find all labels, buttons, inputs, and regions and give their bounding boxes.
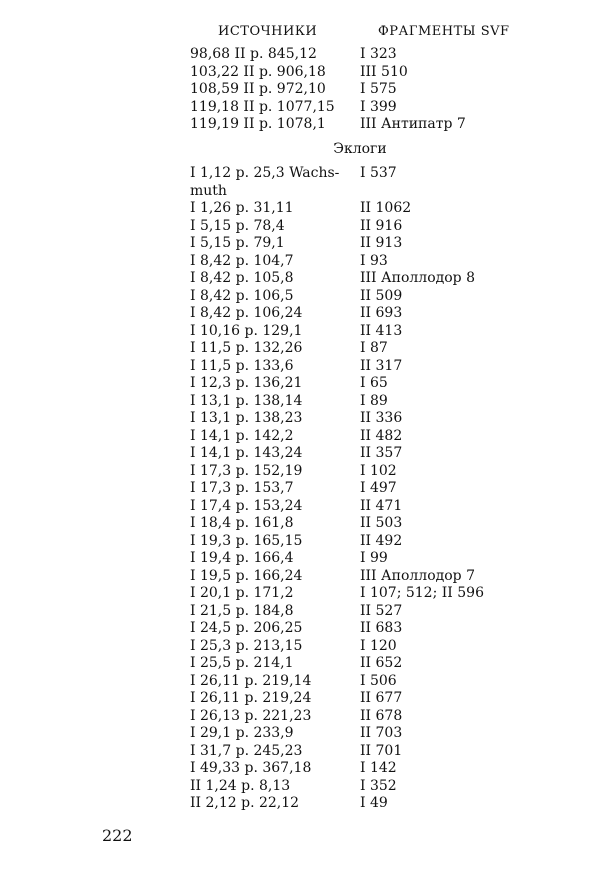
- table-row: [190, 480, 530, 498]
- source-reference: I 25,3 p. 213,15: [190, 637, 303, 654]
- table-row: [190, 725, 530, 743]
- fragment-reference: I 93: [360, 252, 388, 269]
- source-reference: I 10,16 p. 129,1: [190, 322, 303, 339]
- source-reference: I 20,1 p. 171,2: [190, 585, 294, 601]
- table-row: [190, 620, 530, 638]
- fragment-reference: II 492: [360, 532, 403, 549]
- source-reference: I 14,1 p. 143,24: [190, 445, 303, 461]
- source-reference: 98,68 II p. 845,12: [190, 46, 317, 62]
- column-header-sources: ИСТОЧНИКИ: [218, 24, 318, 39]
- table-row: [190, 795, 530, 813]
- source-reference: I 12,3 p. 136,21: [190, 375, 303, 391]
- fragment-reference: II 693: [360, 305, 403, 321]
- table-row: [190, 603, 530, 621]
- fragment-reference: III Аполлодор 8: [360, 270, 475, 286]
- fragment-reference: III 510: [360, 63, 408, 80]
- fragment-reference: II 701: [360, 742, 403, 759]
- source-reference: I 24,5 p. 206,25: [190, 620, 303, 636]
- source-reference: I 11,5 p. 133,6: [190, 357, 294, 374]
- index-table-eclogae: [190, 165, 530, 813]
- source-reference: II 2,12 p. 22,12: [190, 795, 300, 811]
- fragment-reference: II 913: [360, 235, 403, 251]
- table-row: [190, 760, 530, 778]
- table-row: [190, 550, 530, 568]
- source-reference: 119,19 II p. 1078,1: [190, 116, 326, 132]
- source-reference: I 21,5 p. 184,8: [190, 602, 294, 619]
- table-row: [190, 200, 530, 218]
- source-reference: I 18,4 p. 161,8: [190, 515, 294, 531]
- source-reference: I 5,15 p. 78,4: [190, 217, 285, 234]
- fragment-reference: II 509: [360, 287, 403, 304]
- table-row: [190, 568, 530, 586]
- fragment-reference: II 703: [360, 725, 403, 741]
- section-title: Эклоги: [333, 141, 387, 157]
- source-reference: muth: [190, 182, 227, 199]
- source-reference: I 26,11 p. 219,24: [190, 690, 312, 706]
- table-row: [190, 393, 530, 411]
- source-reference: 108,59 II p. 972,10: [190, 81, 326, 97]
- source-reference: I 13,1 p. 138,14: [190, 392, 303, 409]
- source-reference: I 13,1 p. 138,23: [190, 410, 303, 426]
- source-reference: I 31,7 p. 245,23: [190, 742, 303, 759]
- table-row: [190, 81, 530, 99]
- source-reference: I 17,3 p. 153,7: [190, 480, 294, 496]
- table-row: [190, 655, 530, 673]
- table-row: [190, 99, 530, 117]
- source-reference: I 49,33 p. 367,18: [190, 760, 312, 776]
- source-reference: I 5,15 p. 79,1: [190, 235, 285, 251]
- fragment-reference: I 497: [360, 480, 397, 496]
- table-row: [190, 340, 530, 358]
- source-reference: I 29,1 p. 233,9: [190, 725, 294, 741]
- fragment-reference: II 317: [360, 357, 403, 374]
- page-number: 222: [102, 826, 133, 845]
- source-reference: I 8,42 p. 104,7: [190, 252, 294, 269]
- fragment-reference: II 683: [360, 620, 403, 636]
- source-reference: I 26,13 p. 221,23: [190, 707, 312, 724]
- source-reference: I 25,5 p. 214,1: [190, 655, 294, 671]
- table-row: [190, 218, 530, 236]
- table-row: [190, 690, 530, 708]
- table-row: [190, 375, 530, 393]
- fragment-reference: I 399: [360, 98, 397, 115]
- fragment-reference: I 142: [360, 760, 397, 776]
- source-reference: I 17,4 p. 153,24: [190, 497, 303, 514]
- source-reference: II 1,24 p. 8,13: [190, 777, 291, 794]
- fragment-reference: I 89: [360, 392, 388, 409]
- table-row: [190, 358, 530, 376]
- table-row: [190, 743, 530, 761]
- fragment-reference: II 336: [360, 410, 403, 426]
- fragment-reference: I 120: [360, 637, 397, 654]
- fragment-reference: I 49: [360, 795, 388, 811]
- source-reference: I 8,42 p. 106,24: [190, 305, 303, 321]
- table-row: [190, 270, 530, 288]
- fragment-reference: I 99: [360, 550, 388, 566]
- table-row: [190, 46, 530, 64]
- source-reference: I 8,42 p. 106,5: [190, 287, 294, 304]
- source-reference: I 11,5 p. 132,26: [190, 340, 303, 356]
- table-row: [190, 778, 530, 796]
- table-row: [190, 288, 530, 306]
- table-row: [190, 428, 530, 446]
- source-reference: I 1,12 p. 25,3 Wachs-: [190, 165, 340, 181]
- fragment-reference: II 652: [360, 655, 403, 671]
- table-row: [190, 305, 530, 323]
- fragment-reference: I 352: [360, 777, 397, 794]
- table-row: [190, 64, 530, 82]
- fragment-reference: II 678: [360, 707, 403, 724]
- source-reference: I 1,26 p. 31,11: [190, 200, 294, 216]
- table-row: [190, 183, 530, 201]
- table-row: [190, 165, 530, 183]
- table-row: [190, 235, 530, 253]
- fragment-reference: III Антипатр 7: [360, 116, 466, 132]
- table-row: [190, 638, 530, 656]
- fragment-reference: I 323: [360, 46, 397, 62]
- source-reference: I 8,42 p. 105,8: [190, 270, 294, 286]
- table-row: [190, 463, 530, 481]
- table-row: [190, 253, 530, 271]
- fragment-reference: II 471: [360, 497, 403, 514]
- table-row: [190, 116, 530, 134]
- fragment-reference: I 65: [360, 375, 388, 391]
- fragment-reference: II 527: [360, 602, 403, 619]
- fragment-reference: I 575: [360, 81, 397, 97]
- table-row: [190, 585, 530, 603]
- table-row: [190, 533, 530, 551]
- table-row: [190, 515, 530, 533]
- table-row: [190, 410, 530, 428]
- fragment-reference: II 357: [360, 445, 403, 461]
- source-reference: I 19,3 p. 165,15: [190, 532, 303, 549]
- fragment-reference: I 537: [360, 165, 397, 181]
- source-reference: I 14,1 p. 142,2: [190, 427, 294, 444]
- fragment-reference: [360, 183, 530, 201]
- fragment-reference: II 503: [360, 515, 403, 531]
- source-reference: I 19,5 p. 166,24: [190, 567, 303, 584]
- table-row: [190, 323, 530, 341]
- fragment-reference: I 506: [360, 672, 397, 689]
- source-reference: I 19,4 p. 166,4: [190, 550, 294, 566]
- fragment-reference: II 482: [360, 427, 403, 444]
- fragment-reference: II 677: [360, 690, 403, 706]
- fragment-reference: II 1062: [360, 200, 412, 216]
- table-row: [190, 673, 530, 691]
- source-reference: I 26,11 p. 219,14: [190, 672, 312, 689]
- fragment-reference: III Аполлодор 7: [360, 567, 475, 584]
- fragment-reference: I 87: [360, 340, 388, 356]
- fragment-reference: II 916: [360, 217, 403, 234]
- fragment-reference: I 102: [360, 462, 397, 479]
- source-reference: 119,18 II p. 1077,15: [190, 98, 335, 115]
- fragment-reference: I 107; 512; II 596: [360, 585, 484, 601]
- table-row: [190, 498, 530, 516]
- source-reference: I 17,3 p. 152,19: [190, 462, 303, 479]
- source-reference: 103,22 II p. 906,18: [190, 63, 326, 80]
- fragment-reference: II 413: [360, 322, 403, 339]
- table-row: [190, 708, 530, 726]
- table-row: [190, 445, 530, 463]
- index-table-top: [190, 46, 530, 134]
- column-header-fragments: ФРАГМЕНТЫ SVF: [378, 24, 510, 39]
